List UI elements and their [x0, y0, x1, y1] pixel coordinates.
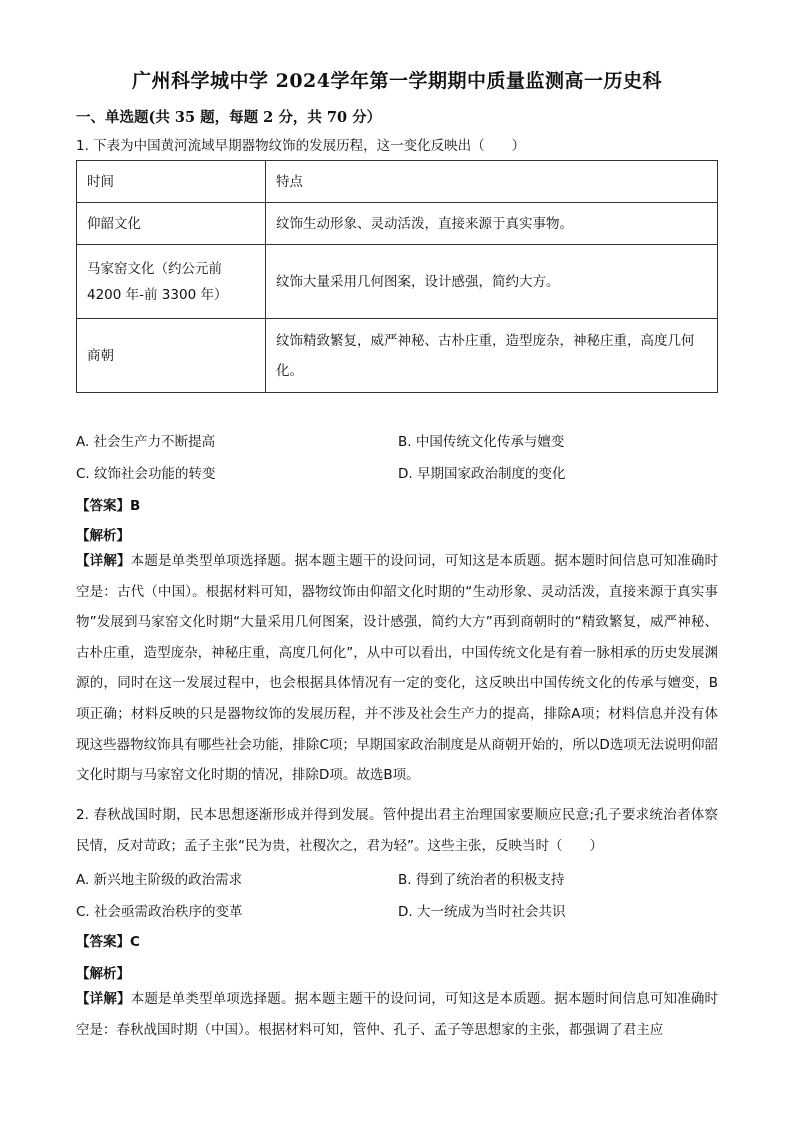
question-2-answer: 【答案】C — [76, 934, 140, 950]
question-1-table — [76, 160, 718, 393]
question-1-option-d: D. 早期国家政治制度的变化 — [398, 466, 566, 482]
question-2-detail — [76, 984, 718, 1045]
question-1-analysis-label: 【解析】 — [76, 528, 130, 544]
table-header-time: 时间 — [77, 161, 266, 203]
table-header-row — [77, 161, 718, 203]
question-2-option-b: B. 得到了统治者的积极支持 — [398, 872, 565, 888]
table-row — [77, 203, 718, 245]
question-1-answer: 【答案】B — [76, 498, 141, 514]
question-2-option-c: C. 社会亟需政治秩序的变革 — [76, 904, 243, 920]
table-cell: 马家窑文化（约公元前 4200 年-前 3300 年） — [77, 245, 266, 319]
page-title: 广州科学城中学 2024学年第一学期期中质量监测高一历史科 — [132, 70, 662, 92]
question-2-option-a: A. 新兴地主阶级的政治需求 — [76, 872, 243, 888]
table-cell: 商朝 — [77, 319, 266, 393]
section-heading: 一、单选题(共 35 题，每题 2 分，共 70 分） — [76, 109, 382, 126]
question-1-detail — [76, 546, 718, 791]
table-row — [77, 245, 718, 319]
question-1-option-c: C. 纹饰社会功能的转变 — [76, 466, 216, 482]
detail-text: 本题是单类型单项选择题。据本题主题干的设问词，可知这是本质题。据本题时间信息可知准确时空是：春秋战国时期（中国）。根据材料可知，管仲、孔子、孟子等思想家的主张，都强调了君主应 — [76, 991, 719, 1038]
question-2-stem: 2. 春秋战国时期，民本思想逐渐形成并得到发展。管仲提出君主治理国家要顺应民意;孔子要求统治者体察民情，反对苛政；孟子主张“民为贵，社稷次之，君为轻”。这些主张，反映当时（ ） — [76, 807, 718, 854]
detail-text: 本题是单类型单项选择题。据本题主题干的设问词，可知这是本质题。据本题时间信息可知准确时空是：古代（中国）。根据材料可知，器物纹饰由仰韶文化时期的“生动形象、灵动活泼，直接来源于真实事物”发展到马家窑文化时期“大量采用几何图案，设计感强，简约大方”再到商朝时的“精致繁复，威严神秘、古朴庄重，造型庞杂，神秘庄重，高度几何化”，从中可以看出，中国传统文化是有着一脉相承的历史发展渊源的，同时在这一发展过程中，也会根据具体情况有一定的变化，这反映出中国传统文化的传承与嬗变，B项正确；材料反映的只是器物纹饰的发展历程，并不涉及社会生产力的提高，排除A项；材料信息并没有体现这些器物纹饰具有哪些社会功能，排除C项；早期国家政治制度是从商朝开始的，所以D选项无法说明仰韶文化时期与马家窑文化时期的情况，排除D项。故选B项。 — [76, 553, 719, 784]
detail-lead: 【详解】 — [76, 553, 131, 569]
table-cell: 纹饰生动形象、灵动活泼，直接来源于真实事物。 — [266, 203, 718, 245]
table-header-feature: 特点 — [266, 161, 718, 203]
question-2-option-d: D. 大一统成为当时社会共识 — [398, 904, 566, 920]
table-cell: 仰韶文化 — [77, 203, 266, 245]
question-1-option-b: B. 中国传统文化传承与嬗变 — [398, 434, 565, 450]
table-row — [77, 319, 718, 393]
question-1-option-a: A. 社会生产力不断提高 — [76, 434, 216, 450]
question-2-analysis-label: 【解析】 — [76, 966, 130, 982]
question-1-stem: 1. 下表为中国黄河流域早期器物纹饰的发展历程，这一变化反映出（ ） — [76, 138, 526, 154]
table-cell: 纹饰精致繁复，威严神秘、古朴庄重，造型庞杂，神秘庄重，高度几何化。 — [266, 319, 718, 393]
detail-lead: 【详解】 — [76, 991, 131, 1007]
table-cell: 纹饰大量采用几何图案，设计感强，简约大方。 — [266, 245, 718, 319]
